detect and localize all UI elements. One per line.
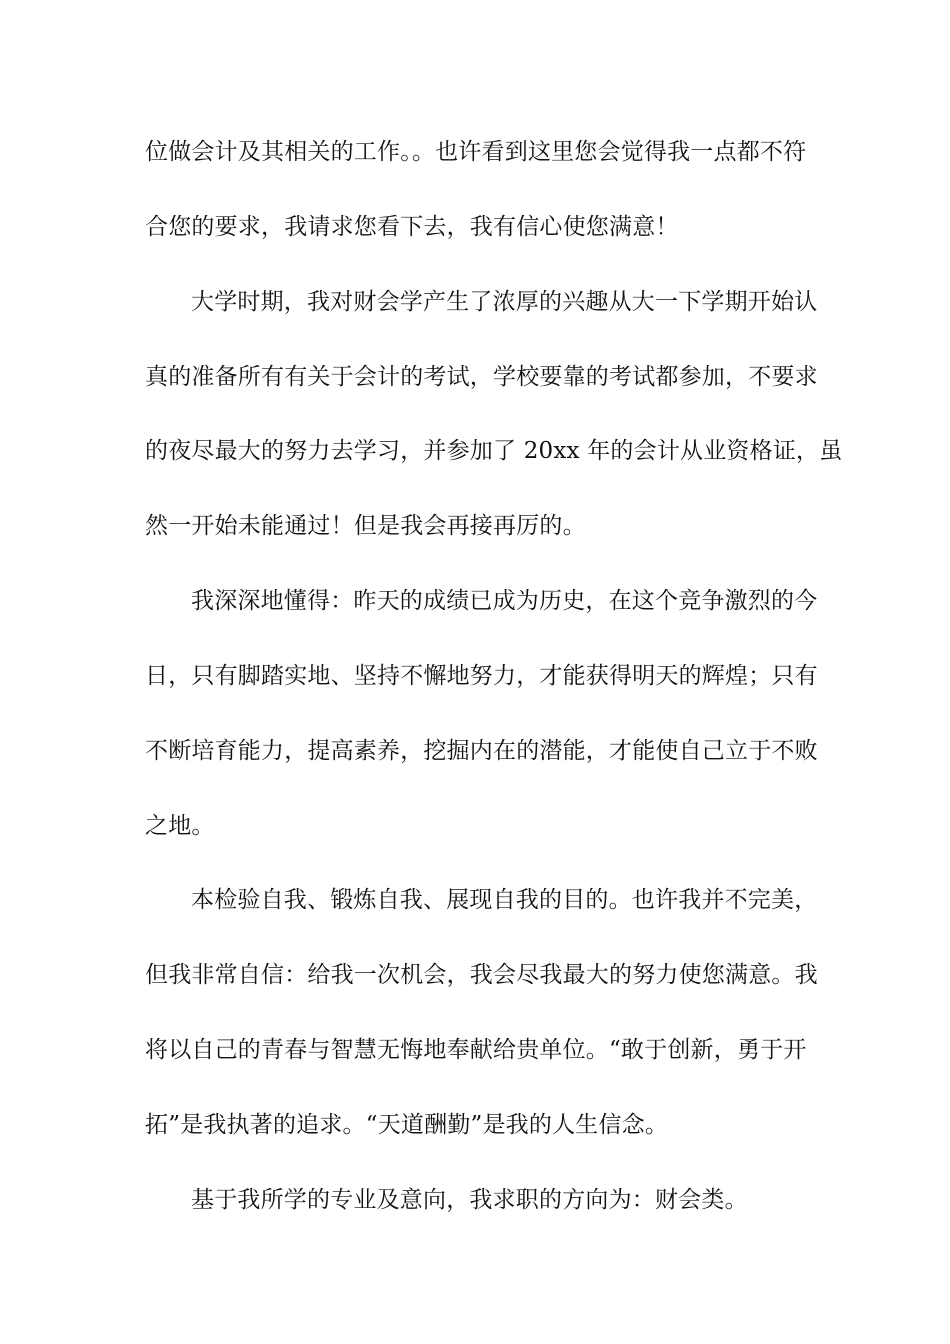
text-line: 日，只有脚踏实地、坚持不懈地努力，才能获得明天的辉煌；只有 (145, 663, 818, 689)
text-line: 的夜尽最大的努力去学习，并参加了 20xx 年的会计从业资格证，虽 (145, 438, 843, 464)
text-line: 合您的要求，我请求您看下去，我有信心使您满意！ (145, 214, 679, 240)
paragraph-start-line: 基于我所学的专业及意向，我求职的方向为：财会类。 (191, 1187, 748, 1213)
text-line: 将以自己的青春与智慧无悔地奉献给贵单位。“敢于创新，勇于开 (145, 1037, 807, 1063)
paragraph-start-line: 本检验自我、锻炼自我、展现自我的目的。也许我并不完美， (191, 887, 818, 913)
paragraph-start-line: 我深深地懂得：昨天的成绩已成为历史，在这个竞争激烈的今 (191, 588, 818, 614)
text-line: 不断培育能力，提高素养，挖掘内在的潜能，才能使自己立于不败 (145, 738, 818, 764)
paragraph-start-line: 大学时期，我对财会学产生了浓厚的兴趣从大一下学期开始认 (191, 289, 818, 315)
text-line: 但我非常自信：给我一次机会，我会尽我最大的努力使您满意。我 (145, 962, 818, 988)
text-line: 然一开始未能通过！但是我会再接再厉的。 (145, 513, 586, 539)
text-line: 之地。 (145, 813, 215, 839)
text-line: 位做会计及其相关的工作。。也许看到这里您会觉得我一点都不符 (145, 139, 807, 165)
text-line: 拓”是我执著的追求。“天道酬勤”是我的人生信念。 (145, 1112, 669, 1138)
text-line: 真的准备所有有关于会计的考试，学校要靠的考试都参加，不要求 (145, 364, 818, 390)
